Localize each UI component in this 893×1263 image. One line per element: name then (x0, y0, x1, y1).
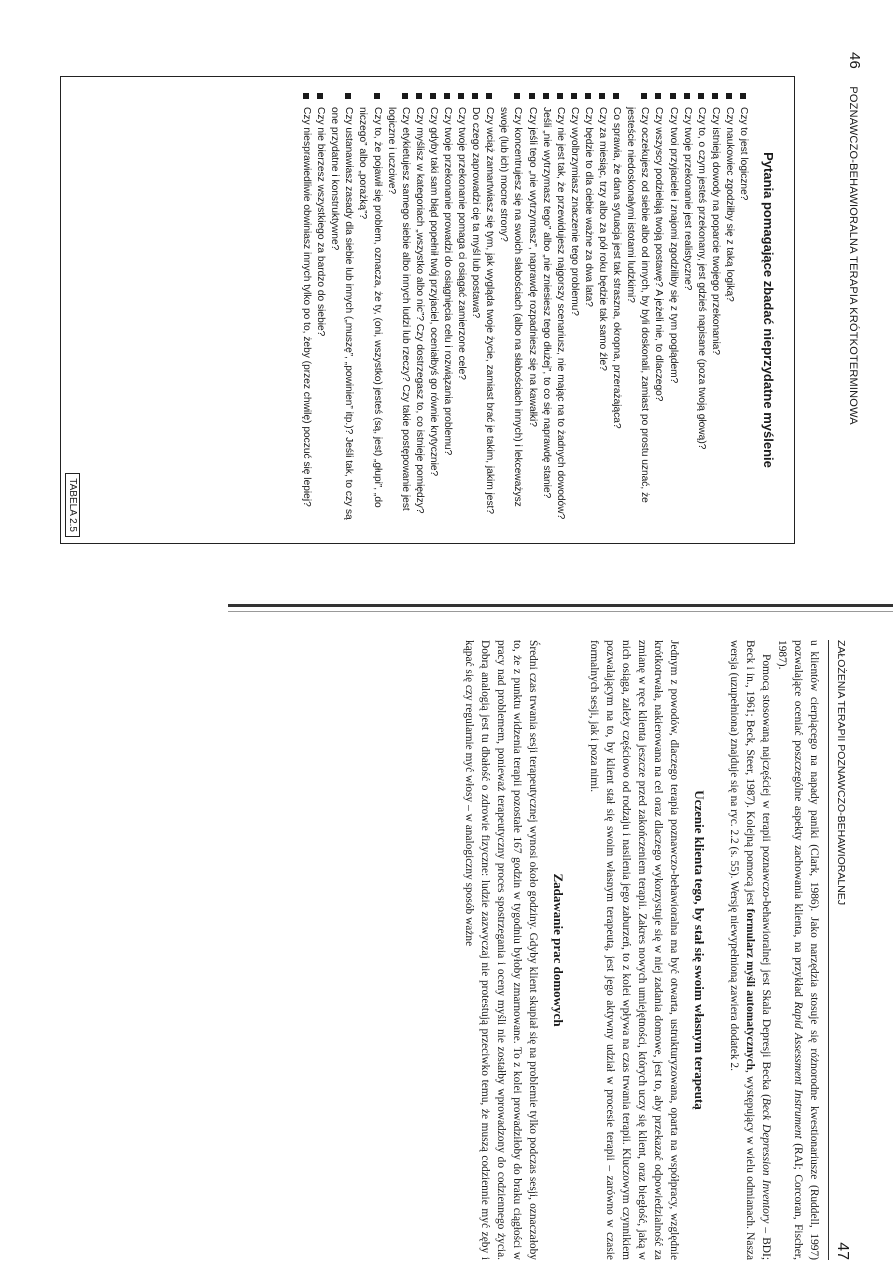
page-number: 46 (846, 52, 863, 70)
paragraph: Średni czas trwania sesji terapeutycznej wynosi około godziny. Gdyby klient skupiał się na problemie tylko podczas sesji, oznaczałoby to, że z punktu widzenia terapii pozostałe 167 godzin w tygodniu byłoby zmarnowane. To z kolei prowadziłoby do braku ciągłości w pracy nad problemem, ponieważ terapeutyczny proces spostrzegania i oceny myśli nie zostałby wprowadzony do codziennego życia. Dobrą analogią jest tu dbałość o zdrowie fizyczne: ludzie zazwyczaj nie protestują przeciwko temu, że muszą codziennie myć zęby i kąpać się czy regularnie myć włosy – w analogiczny sposób ważne (463, 640, 540, 1260)
list-item: Czy twoje przekonanie prowadzi do osiągnięcia celu i rozwiązania problemu? (440, 93, 454, 527)
list-item: Czy koncentrujesz się na swoich słabościach (albo na słabościach innych) i lekceważysz swoje (lub ich) mocne strony? (496, 93, 524, 527)
section-heading: Uczenie klienta tego, by stał się swoim własnym terapeutą (691, 790, 707, 1110)
list-item: Czy twoje przekonanie jest realistyczne? (680, 93, 694, 527)
running-head: POZNAWCZO-BEHAWIORALNA TERAPIA KRÓTKOTERMINOWA (847, 86, 859, 425)
question-list (299, 93, 750, 527)
list-item: Czy wyolbrzymiasz znaczenie tego problemu? (567, 93, 581, 527)
list-item: Czy twoje przekonanie pomaga ci osiągać zamierzone cele? (454, 93, 468, 527)
table-box (60, 76, 795, 544)
list-item: Czy myślisz w kategoriach „wszystko albo nic”? Czy dostrzegasz to, co istnieje pomiędzy? (412, 93, 426, 527)
list-item: Czy będzie to dla ciebie ważne za dwa lata? (581, 93, 595, 527)
page-divider-thin (228, 611, 893, 612)
list-item: Czy oczekujesz od siebie albo od innych, by byli doskonali, zamiast po prostu uznać, że jesteście niedoskonałymi istotami ludzkimi? (623, 93, 651, 527)
list-item: Czy etykietujesz samego siebie albo innych ludzi lub rzeczy? Czy takie postępowanie jest logiczne i uczciwe? (384, 93, 412, 527)
page-47 (0, 640, 855, 1260)
list-item: Czy ustanawiasz zasady dla siebie lub innych („muszę”, „powinien” itp.)? Jeśli tak, to czy są one przydatne i konstruktywne? (327, 93, 355, 527)
running-header-right (828, 640, 855, 1260)
list-item: Czy nie jest tak, że przewidujesz najgorszy scenariusz, nie mając na to żadnych dowodów? (553, 93, 567, 527)
list-item: Czy istnieją dowody na poparcie twojego przekonania? (708, 93, 722, 527)
box-title: Pytania pomagające zbadać nieprzydatne myślenie (761, 152, 776, 468)
list-item: Czy naukowiec zgodziłby się z taką logiką? (722, 93, 736, 527)
list-item: Czy to, że pojawił się problem, oznacza, że ty, (oni, wszystko) jesteś (są, jest) „głupi”, „do niczego” albo „porażką”? (355, 93, 383, 527)
running-head: ZAŁOŻENIA TERAPII POZNAWCZO-BEHAWIORALNEJ (835, 640, 847, 906)
list-item: Co sprawia, że dana sytuacja jest tak straszna, okropna, przerażająca? (609, 93, 623, 527)
list-item: Czy to jest logiczne? (736, 93, 750, 527)
list-item: Jeśli „nie wytrzymasz tego” albo „nie zniesiesz tego dłużej”, to co się naprawdę stanie? (539, 93, 553, 527)
section-heading: Zadawanie prac domowych (551, 873, 567, 1027)
page-46 (0, 0, 893, 590)
list-item: Czy to, o czym jesteś przekonany, jest gdzieś napisane (poza twoją głową)? (694, 93, 708, 527)
list-item: Czy za miesiąc, trzy albo za pół roku będzie tak samo źle? (595, 93, 609, 527)
list-item: Czy jeśli tego „nie wytrzymasz”, naprawdę rozpadniesz się na kawałki? (525, 93, 539, 527)
paragraph: u klientów cierpiącego na napady paniki (Clark, 1986). Jako narzędzia stosuje się różnorodne kwestionariusze (Ruddell, 1997) pozwalające oceniać poszczególne aspekty zachowania klienta, na przykład Rapid Assessment Instrument (RAI; Corcoran, Fischer, 1987). (776, 640, 820, 1260)
list-item: Czy nie bierzesz wszystkiego za bardzo do siebie? (313, 93, 327, 527)
table-label: TABELA 2.5 (65, 473, 80, 537)
list-item: Czy wszyscy podzielają twoją postawę? A jeżeli nie, to dlaczego? (651, 93, 665, 527)
list-item: Czy niesprawiedliwie obwiniasz innych tylko po to, żeby (przez chwilę) poczuć się lepiej? (299, 93, 313, 527)
page-number: 47 (834, 1242, 851, 1260)
paragraph: Pomocą stosowaną najczęściej w terapii poznawczo-behawioralnej jest Skala Depresji Becka (Beck Depression Inventory – BDI; Beck i in., 1961; Beck, Steer, 1987). Kolejną pomocą jest formularz myśli automatycznych, występujący w wielu odmianach. Nasza wersja (uzupełniona) znajduje się na ryc. 2.2 (s. 55). Wersję niewypełnioną zawiera dodatek 2. (728, 640, 773, 1261)
running-header-left (837, 52, 863, 570)
list-item: Czy twoi przyjaciele i znajomi zgodziliby się z tym poglądem? (665, 93, 679, 527)
page-divider (228, 604, 893, 607)
list-item: Do czego zaprowadzi cię ta myśl lub postawa? (468, 93, 482, 527)
paragraph: Jednym z powodów, dlaczego terapia poznawczo-behawioralna ma być otwarta, ustrukturyzowana, oparta na współpracy, względnie krótkotrwała, nakierowana na cel oraz dlaczego wykorzystuje się w niej zadania domowe, jest to, aby przekazać odpowiedzialność za zmianę w ręce klienta jeszcze przed zakończeniem terapii. Zakres nowych umiejętności, których uczy się klient, oraz biegłość, jaką w nich osiąga, zależy częściowo od rodzaju i nasilenia jego zaburzeń, to z kolei wpływa na czas trwania terapii. Kluczowym czynnikiem pozwalającym na to, by klient stał się swoim własnym terapeutą, jest jego aktywny udział w procesie terapii – zarówno w czasie formalnych sesji, jak i poza nimi. (588, 640, 680, 1260)
body-text (461, 640, 821, 1260)
list-item: Czy wciąż zamartwiasz się tym, jak wygląda twoje życie, zamiast brać je takim, jakim jest? (482, 93, 496, 527)
list-item: Czy gdyby taki sam błąd popełnił twój przyjaciel, oceniałbyś go równie krytycznie? (426, 93, 440, 527)
